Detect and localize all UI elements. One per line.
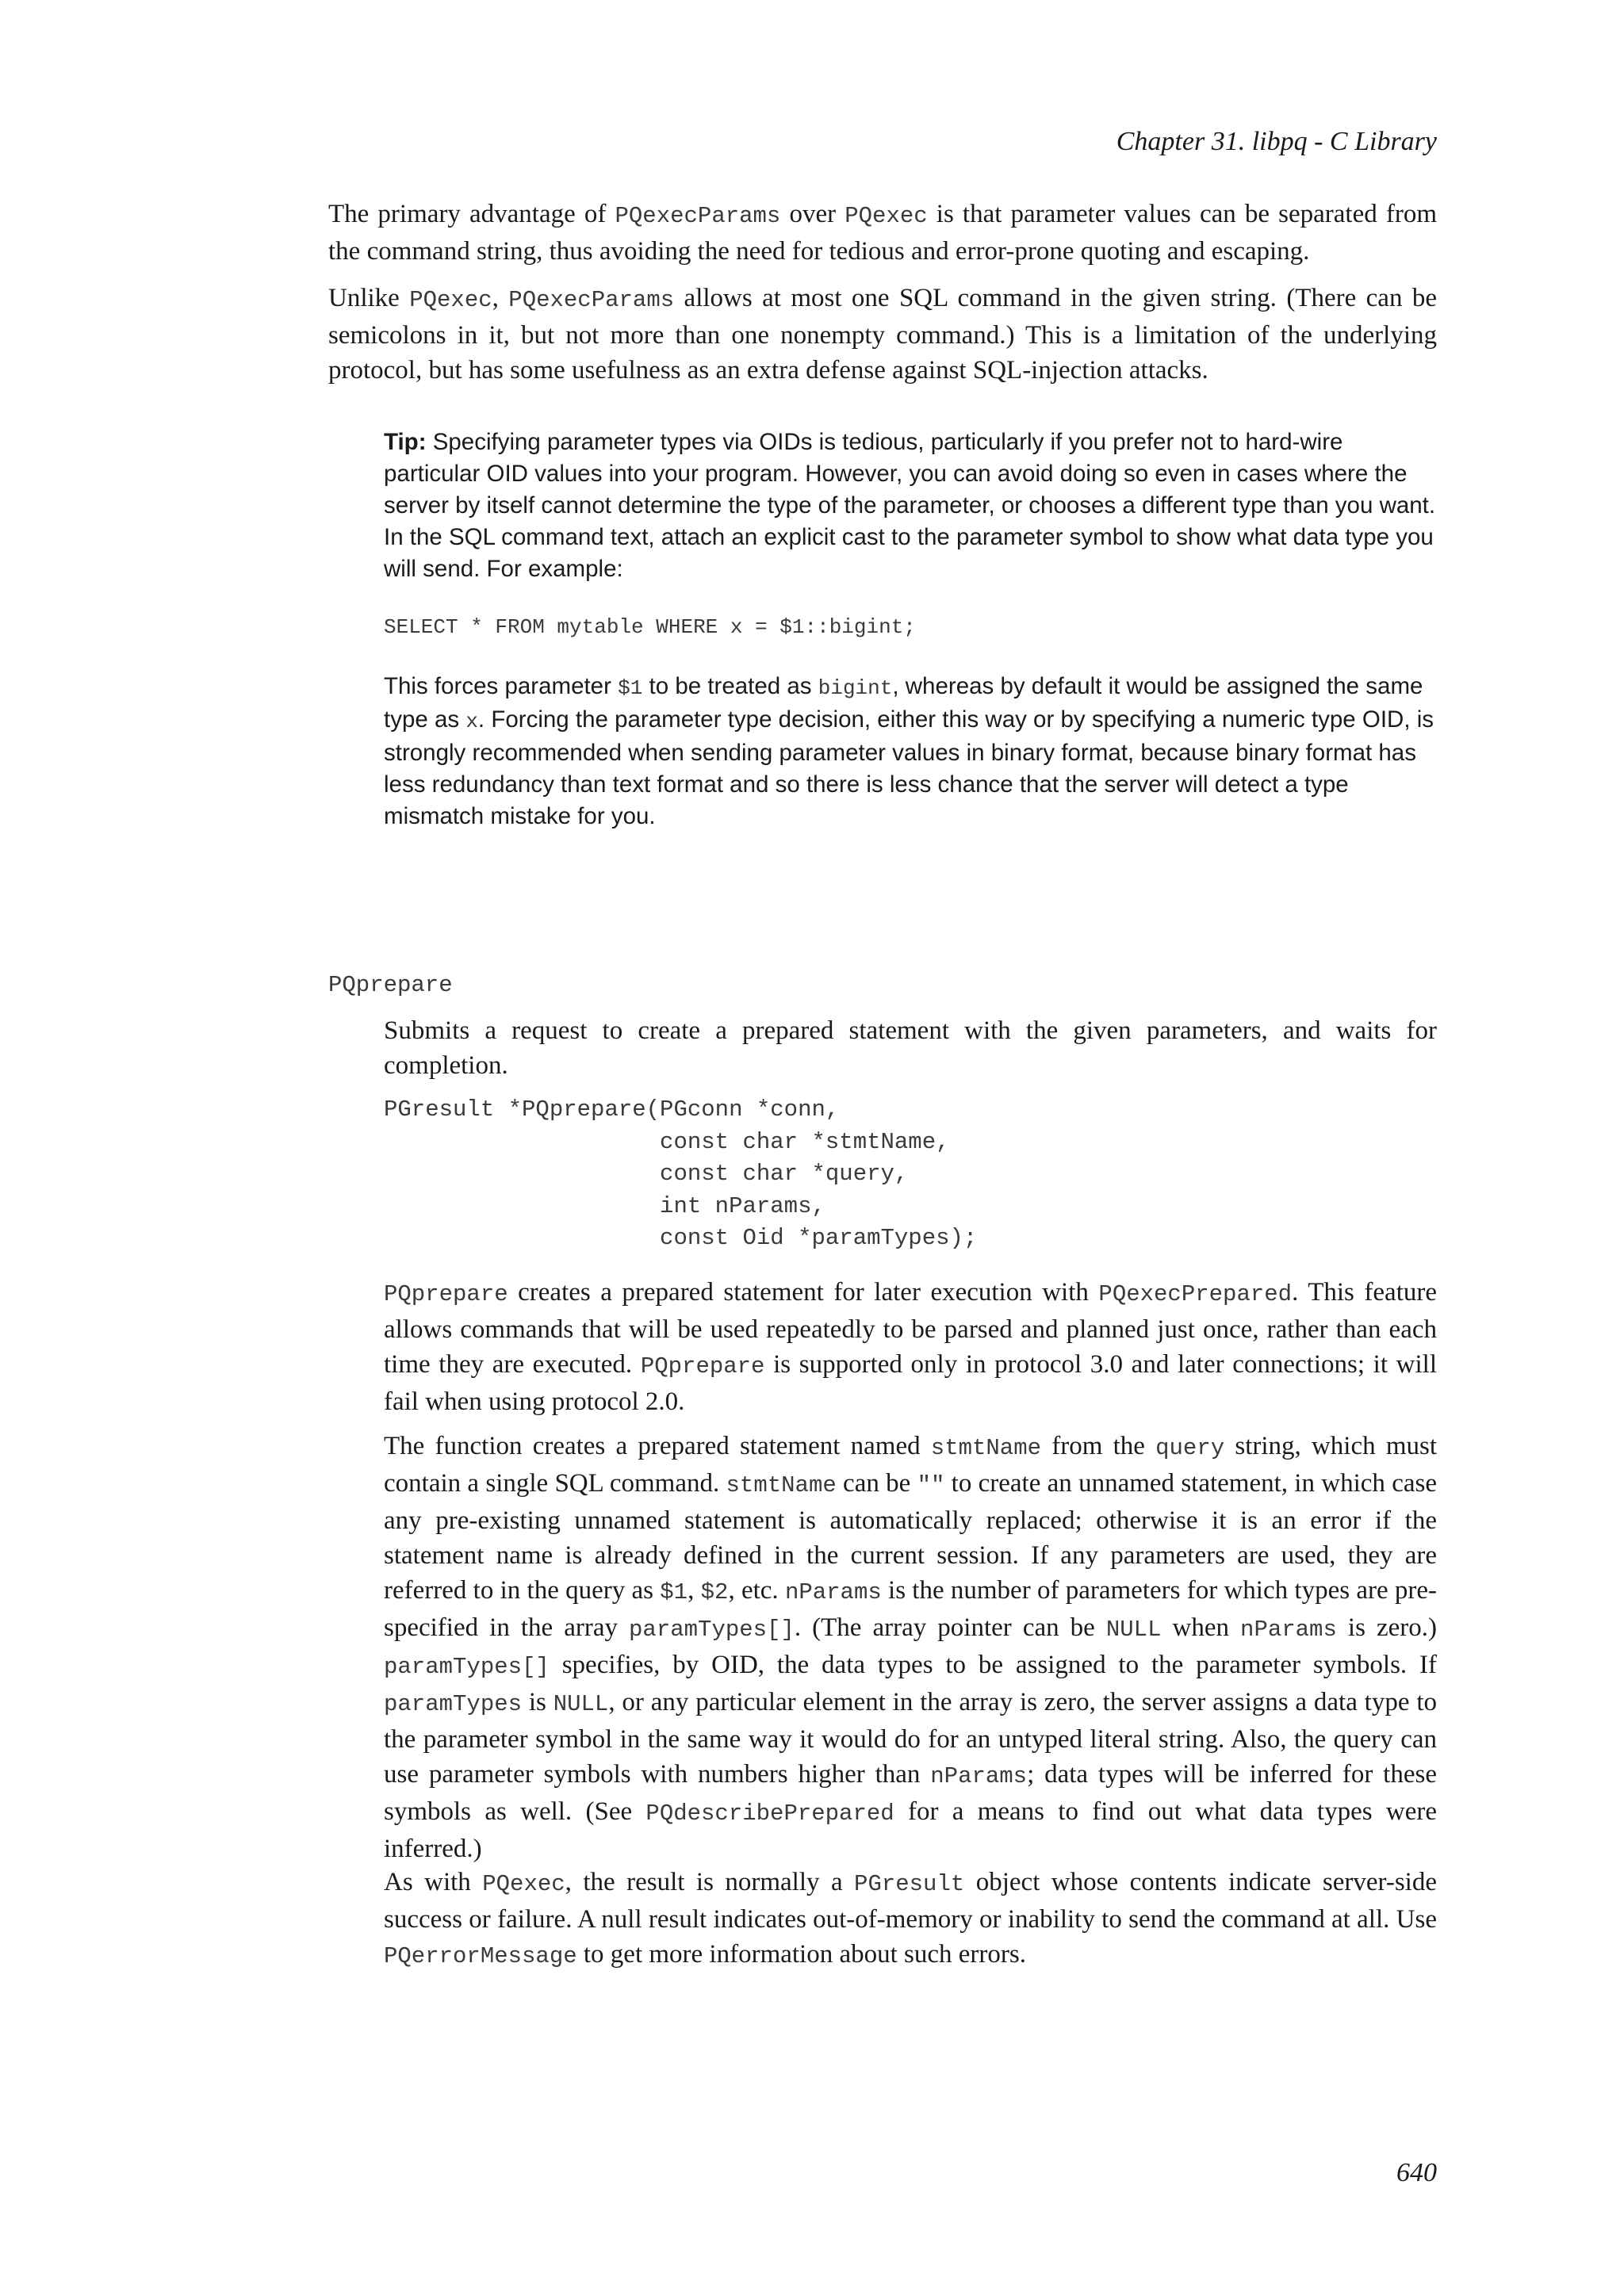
synopsis-line: PGresult *PQprepare(PGconn *conn, bbox=[384, 1096, 840, 1123]
page-number: 640 bbox=[1396, 2158, 1437, 2187]
tip-paragraph-2: This forces parameter $1 to be treated as bigint, whereas by default it would be assigned the same type as x. Forcing the parameter type decision, either this way or by specifying a numeric type OID, is strongly recommended when sending parameter values in binary format, because binary format has less redundancy than text format and so there is less chance that the server will detect a type mismatch mistake for you. bbox=[384, 673, 1434, 829]
intro-paragraph-1: The primary advantage of PQexecParams over PQexec is that parameter values can be separated from the command string, thus avoiding the need for tedious and error-prone quoting and escaping. bbox=[328, 200, 1437, 266]
pqprepare-paragraph-2: The function creates a prepared statement named stmtName from the query string, which must contain a single SQL command. stmtName can be "" to create an unnamed statement, in which case any pre-existing unnamed statement is automatically replaced; otherwise it is an error if the statement name is already defined in the current session. If any parameters are used, they are referred to in the query as $1, $2, etc. nParams is the number of parameters for which types are pre-specified in the array paramTypes[]. (The array pointer can be NULL when nParams is zero.) paramTypes[] specifies, by OID, the data types to be assigned to the parameter symbols. If paramTypes is NULL, or any particular element in the array is zero, the server assigns a data type to the parameter symbol in the same way it would do for an untyped literal string. Also, the query can use parameter symbols with numbers higher than nParams; data types will be inferred for these symbols as well. (See PQdescribePrepared for a means to find out what data types were inferred.) bbox=[384, 1432, 1438, 1863]
pqprepare-term: PQprepare bbox=[328, 972, 453, 998]
synopsis-line: int nParams, bbox=[384, 1192, 825, 1219]
synopsis-line: const char *stmtName, bbox=[384, 1128, 950, 1155]
pqprepare-summary: Submits a request to create a prepared statement with the given parameters, and waits for completion. bbox=[384, 1016, 1437, 1080]
tip-code-example: SELECT * FROM mytable WHERE x = $1::bigint; bbox=[384, 615, 916, 639]
tip-paragraph-1: Tip: Specifying parameter types via OIDs is tedious, particularly if you prefer not to hard-wire particular OID values into your program. However, you can avoid doing so even in cases where the server by itself cannot determine the type of the parameter, or chooses a different type than you want. In the SQL command text, attach an explicit cast to the parameter symbol to show what data type you will send. For example: bbox=[384, 429, 1436, 582]
running-header: Chapter 31. libpq - C Library bbox=[1116, 127, 1437, 156]
tip-label: Tip: bbox=[384, 429, 427, 455]
pqprepare-paragraph-3: As with PQexec, the result is normally a PGresult object whose contents indicate server-side success or failure. A null result indicates out-of-memory or inability to send the command at all. Use PQerrorMessage to get more information about such errors. bbox=[384, 1868, 1437, 1969]
pqprepare-paragraph-1: PQprepare creates a prepared statement for later execution with PQexecPrepared. This feature allows commands that will be used repeatedly to be parsed and planned just once, rather than each time they are executed. PQprepare is supported only in protocol 3.0 and later connections; it will fail when using protocol 2.0. bbox=[384, 1278, 1437, 1416]
pqprepare-synopsis bbox=[384, 1094, 977, 1255]
intro-paragraph-2: Unlike PQexec, PQexecParams allows at most one SQL command in the given string. (There can be semicolons in it, but not more than one nonempty command.) This is a limitation of the underlying protocol, but has some usefulness as an extra defense against SQL-injection attacks. bbox=[328, 284, 1437, 385]
synopsis-line: const Oid *paramTypes); bbox=[384, 1225, 978, 1251]
synopsis-line: const char *query, bbox=[384, 1161, 909, 1187]
